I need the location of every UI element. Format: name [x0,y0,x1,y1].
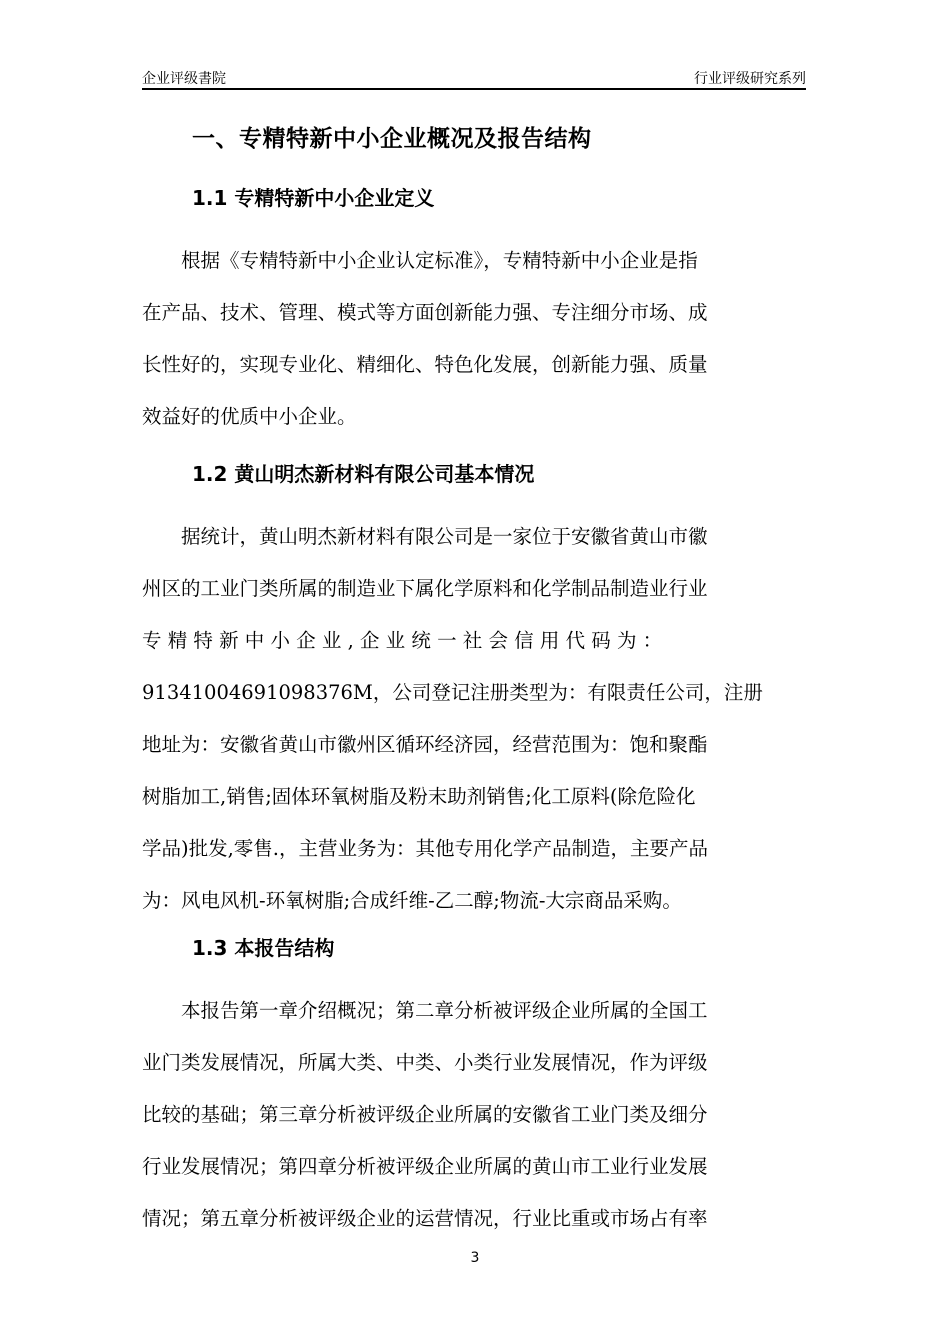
text-line: 情况；第五章分析被评级企业的运营情况，行业比重或市场占有率 [142,1207,708,1230]
text-line: 业门类发展情况，所属大类、中类、小类行业发展情况，作为评级 [142,1051,708,1074]
section-heading-1-3: 1.3 本报告结构 [192,936,335,960]
page-number: 3 [470,1250,480,1266]
text-line: 比较的基础；第三章分析被评级企业所属的安徽省工业门类及细分 [142,1103,708,1126]
section-1-2-paragraph [142,522,806,938]
text-line: 91341004691098376M，公司登记注册类型为：有限责任公司，注册 [142,681,763,704]
chapter-title: 一、专精特新中小企业概况及报告结构 [192,126,592,152]
text-line: 长性好的，实现专业化、精细化、特色化发展，创新能力强、质量 [142,353,708,376]
section-1-3-paragraph [142,996,806,1256]
text-line: 州区的工业门类所属的制造业下属化学原料和化学制品制造业行业 [142,577,708,600]
text-line: 据统计，黄山明杰新材料有限公司是一家位于安徽省黄山市徽 [142,525,708,548]
section-heading-1-2: 1.2 黄山明杰新材料有限公司基本情况 [192,462,535,486]
text-line: 学品)批发,零售.，主营业务为：其他专用化学产品制造，主要产品 [142,837,709,860]
header-right-text: 行业评级研究系列 [694,71,806,87]
text-line: 树脂加工,销售;固体环氧树脂及粉末助剂销售;化工原料(除危险化 [142,785,696,808]
text-line: 专 精 特 新 中 小 企 业 , 企 业 统 一 社 会 信 用 代 码 为 ： [142,629,663,652]
text-line: 效益好的优质中小企业。 [142,405,357,428]
section-1-1-paragraph [142,246,806,454]
text-line: 地址为：安徽省黄山市徽州区循环经济园，经营范围为：饱和聚酯 [142,733,708,756]
page-header [142,66,806,90]
text-line: 行业发展情况；第四章分析被评级企业所属的黄山市工业行业发展 [142,1155,708,1178]
header-left-text: 企业评级書院 [142,71,226,87]
text-line: 根据《专精特新中小企业认定标准》，专精特新中小企业是指 [142,249,698,272]
text-line: 为：风电风机-环氧树脂;合成纤维-乙二醇;物流-大宗商品采购。 [142,889,682,912]
text-line: 在产品、技术、管理、模式等方面创新能力强、专注细分市场、成 [142,301,708,324]
section-heading-1-1: 1.1 专精特新中小企业定义 [192,186,435,210]
text-line: 本报告第一章介绍概况；第二章分析被评级企业所属的全国工 [142,999,708,1022]
